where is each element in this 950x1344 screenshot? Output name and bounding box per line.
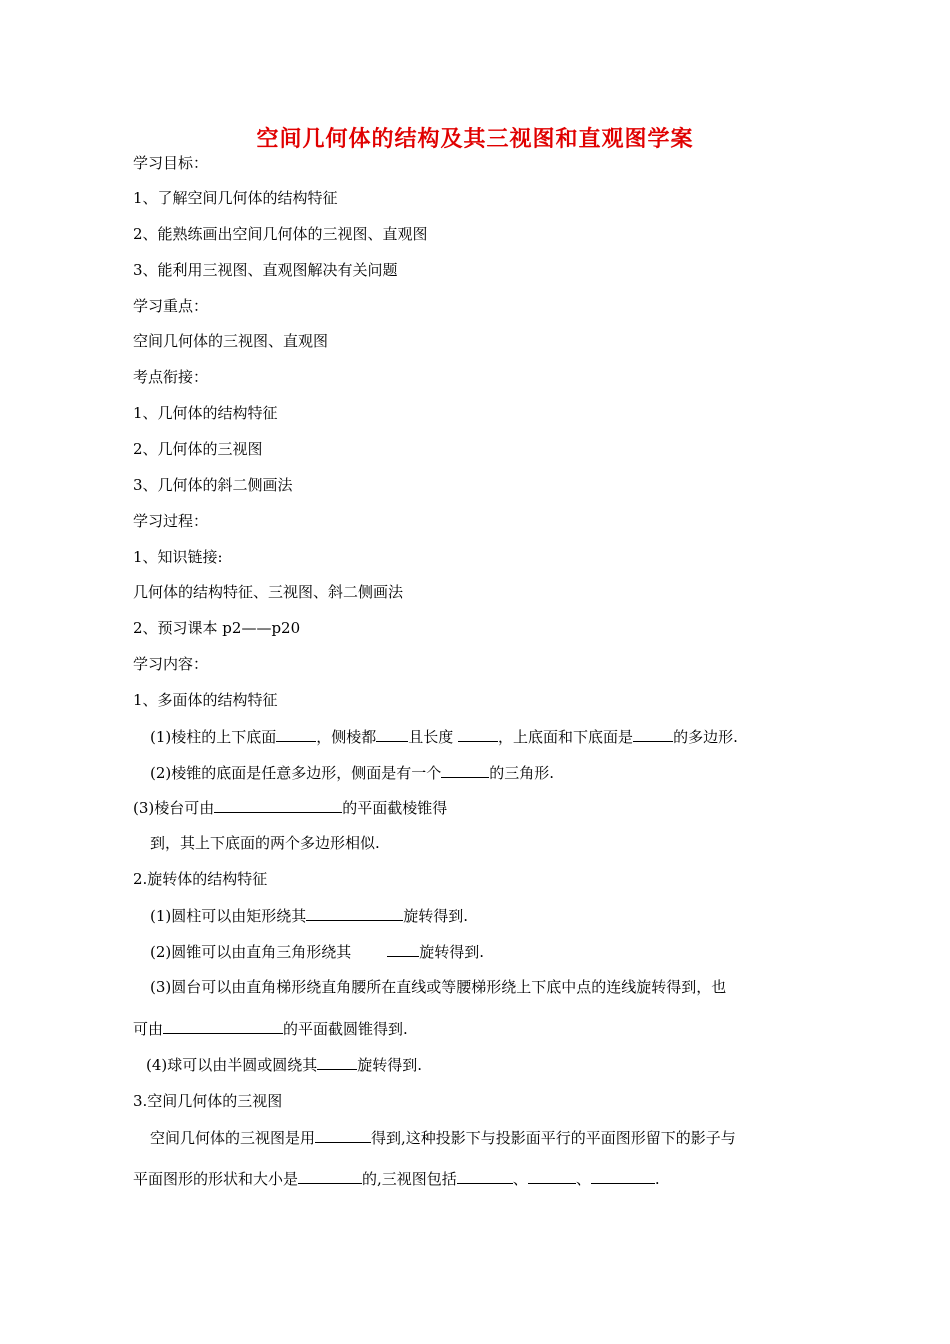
goal-item-2: 2、能熟练画出空间几何体的三视图、直观图 <box>133 225 428 243</box>
blank <box>633 726 673 742</box>
blank <box>591 1168 655 1184</box>
blank <box>441 762 489 778</box>
link-item-2: 2、几何体的三视图 <box>133 440 263 458</box>
process-heading: 学习过程： <box>133 512 209 530</box>
frustum-line-2: 到，其上下底面的两个多边形相似. <box>150 834 380 852</box>
blank <box>458 726 498 742</box>
three-views-line-1 <box>150 1127 736 1148</box>
content-heading: 学习内容： <box>133 655 209 673</box>
prism-text-d: ，上底面和下底面是 <box>498 728 634 746</box>
pyramid-text-a: (2)棱锥的底面是任意多边形，侧面是有一个 <box>150 764 442 782</box>
blank <box>528 1168 576 1184</box>
section-1-title: 1、多面体的结构特征 <box>133 691 278 709</box>
prism-line <box>150 726 738 747</box>
section-2-title: 2.旋转体的结构特征 <box>133 870 268 888</box>
three-views-text-f: 、 <box>575 1170 591 1188</box>
cone-line <box>150 941 484 962</box>
pyramid-line <box>150 762 554 783</box>
three-views-text-c: 平面图形的形状和大小是 <box>133 1170 299 1188</box>
frustum-line <box>133 797 447 818</box>
goal-item-3: 3、能利用三视图、直观图解决有关问题 <box>133 261 398 279</box>
sphere-text-b: 旋转得到. <box>357 1056 423 1074</box>
three-views-text-d: 的,三视图包括 <box>362 1170 457 1188</box>
blank <box>315 1127 371 1143</box>
pyramid-text-b: 的三角形. <box>489 764 555 782</box>
blank <box>276 726 316 742</box>
focus-heading: 学习重点： <box>133 297 209 315</box>
prism-text-c: 且长度 <box>408 728 459 746</box>
sphere-text-a: (4)球可以由半圆或圆绕其 <box>146 1056 318 1074</box>
three-views-line-2 <box>133 1168 660 1189</box>
section-3-title: 3.空间几何体的三视图 <box>133 1092 283 1110</box>
goal-item-1: 1、了解空间几何体的结构特征 <box>133 189 338 207</box>
prism-text-a: (1)棱柱的上下底面 <box>150 728 277 746</box>
blank <box>376 726 408 742</box>
blank <box>317 1054 357 1070</box>
three-views-text-g: . <box>654 1170 660 1188</box>
page-title: 空间几何体的结构及其三视图和直观图学案 <box>256 127 694 152</box>
cylinder-text-a: (1)圆柱可以由矩形绕其 <box>150 907 307 925</box>
three-views-text-a: 空间几何体的三视图是用 <box>150 1129 316 1147</box>
blank <box>214 797 342 813</box>
three-views-text-e: 、 <box>512 1170 528 1188</box>
frustum-text-a: (3)棱台可由 <box>133 799 215 817</box>
frustum-text-b: 的平面截棱锥得 <box>342 799 448 817</box>
cone-text-b: 旋转得到. <box>419 943 485 961</box>
three-views-text-b: 得到,这种投影下与投影面平行的平面图形留下的影子与 <box>371 1129 736 1147</box>
blank <box>387 941 419 957</box>
blank <box>163 1018 283 1034</box>
process-item-2: 2、预习课本 p2——p20 <box>133 619 301 637</box>
frustum-rotation-line: (3)圆台可以由直角梯形绕直角腰所在直线或等腰梯形绕上下底中点的连线旋转得到，也 <box>150 978 727 996</box>
prism-text-b: ，侧棱都 <box>316 728 377 746</box>
blank <box>457 1168 513 1184</box>
cylinder-text-b: 旋转得到. <box>403 907 469 925</box>
links-heading: 考点衔接： <box>133 368 209 386</box>
link-item-1: 1、几何体的结构特征 <box>133 404 278 422</box>
prism-text-e: 的多边形. <box>673 728 738 746</box>
process-item-1-text: 几何体的结构特征、三视图、斜二侧画法 <box>133 583 404 601</box>
process-item-1: 1、知识链接: <box>133 548 223 566</box>
cone-cut-text-b: 的平面截圆锥得到. <box>283 1020 408 1038</box>
cone-cut-line <box>133 1018 408 1039</box>
blank <box>306 905 403 921</box>
cone-cut-text-a: 可由 <box>133 1020 164 1038</box>
sphere-line <box>146 1054 422 1075</box>
cone-text-a: (2)圆锥可以由直角三角形绕其 <box>150 943 352 961</box>
blank <box>298 1168 362 1184</box>
cylinder-line <box>150 905 468 926</box>
link-item-3: 3、几何体的斜二侧画法 <box>133 476 293 494</box>
goals-heading: 学习目标： <box>133 154 209 172</box>
focus-text: 空间几何体的三视图、直观图 <box>133 332 329 350</box>
